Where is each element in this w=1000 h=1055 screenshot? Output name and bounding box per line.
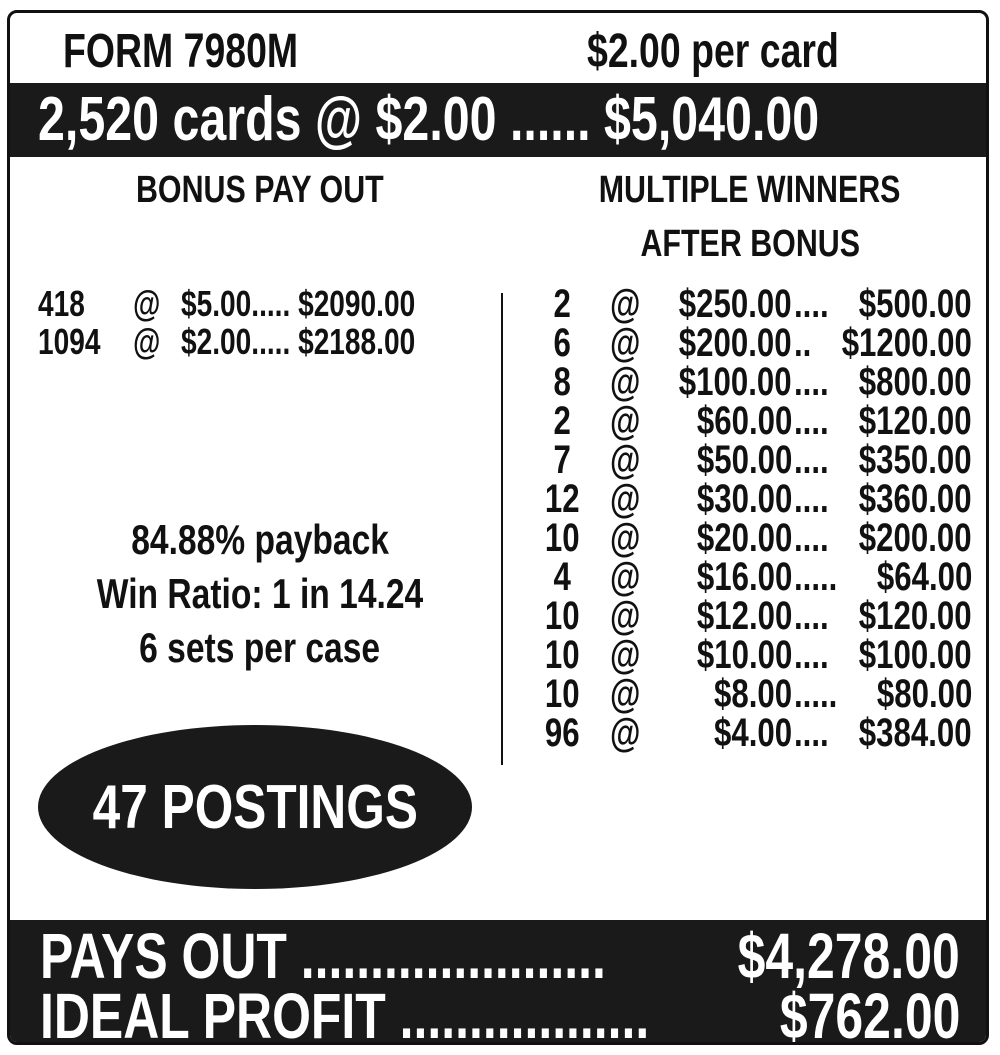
leader-dots: .... [794, 438, 829, 482]
prize-amount: $12.00 [696, 594, 792, 638]
prize-amount: $50.00 [696, 438, 792, 482]
totals-band [10, 920, 986, 1045]
prize-amount: $100.00 [679, 360, 792, 404]
winner-count: 2 [553, 282, 571, 326]
winner-row [532, 633, 972, 677]
row-total: $360.00 [859, 477, 972, 521]
stats-block [30, 513, 490, 675]
winner-count: 2 [553, 399, 571, 443]
at-sign: @ [610, 477, 641, 521]
winner-count: 6 [553, 321, 571, 365]
row-total: $1200.00 [841, 321, 972, 365]
prize-amount: $16.00 [696, 555, 792, 599]
winner-row [532, 516, 972, 560]
multiple-winners-list [532, 282, 972, 755]
column-divider [501, 293, 503, 765]
winner-count: 7 [553, 438, 571, 482]
winner-count: 10 [544, 516, 580, 560]
winner-count: 10 [544, 672, 580, 716]
at-sign: @ [610, 711, 641, 755]
leader-dots: .... [794, 399, 829, 443]
bonus-heading: BONUS PAY OUT [136, 169, 384, 211]
winner-count: 12 [544, 477, 580, 521]
winner-row [532, 555, 972, 599]
winner-row [532, 360, 972, 404]
row-total: $80.00 [876, 672, 972, 716]
sets-text: 6 sets per case [139, 624, 381, 671]
leader-dots: .... [794, 594, 829, 638]
price-per-card: $2.00 per card [587, 25, 839, 78]
prize-amount: $8.00 [713, 672, 792, 716]
row-total: $350.00 [859, 438, 972, 482]
leader-dots: .... [794, 711, 829, 755]
at-sign: @ [610, 516, 641, 560]
row-total: $120.00 [859, 594, 972, 638]
prize-amount: $20.00 [696, 516, 792, 560]
winner-row [532, 594, 972, 638]
at-sign: @ [610, 282, 641, 326]
payback-text: 84.88% payback [131, 516, 389, 563]
at-sign: @ [610, 360, 641, 404]
win-ratio-text: Win Ratio: 1 in 14.24 [96, 570, 424, 617]
winner-count: 96 [544, 711, 580, 755]
at-sign: @ [610, 555, 641, 599]
winner-row [532, 438, 972, 482]
row-total: $64.00 [876, 555, 972, 599]
row-total: $500.00 [859, 282, 972, 326]
summary-text: 2,520 cards @ $2.00 ...... $5,040.00 [38, 85, 820, 154]
winner-row [532, 282, 972, 326]
leader-dots: .... [794, 633, 829, 677]
winner-count: 8 [553, 360, 571, 404]
row-total: $100.00 [859, 633, 972, 677]
at-sign: @ [610, 399, 641, 443]
winner-count: 10 [544, 594, 580, 638]
leader-dots: .... [794, 282, 829, 326]
at-sign: @ [610, 672, 641, 716]
leader-dots: ..... [794, 672, 838, 716]
row-total: $384.00 [859, 711, 972, 755]
at-sign: @ [610, 594, 641, 638]
row-total: $200.00 [859, 516, 972, 560]
winner-row [532, 672, 972, 716]
leader-dots: .... [794, 516, 829, 560]
at-sign: @ [610, 438, 641, 482]
leader-dots: .... [794, 360, 829, 404]
prize-amount: $4.00 [713, 711, 792, 755]
summary-band [10, 83, 986, 157]
postings-badge: 47 POSTINGS [38, 725, 472, 889]
winner-count: 4 [553, 555, 571, 599]
winner-row [532, 711, 972, 755]
form-title: FORM 7980M [63, 25, 299, 78]
ideal-profit-line: IDEAL PROFIT .................. $762.00 [40, 980, 960, 1045]
winner-count: 10 [544, 633, 580, 677]
prize-amount: $10.00 [696, 633, 792, 677]
leader-dots: ..... [794, 555, 838, 599]
at-sign: @ [610, 633, 641, 677]
ideal-profit-value: $762.00 [779, 980, 960, 1045]
leader-dots: .... [794, 477, 829, 521]
payout-card: FORM 7980M $2.00 per card 2,520 cards @ $2.00 ...... $5,040.00 BONUS PAY OUT MULTIPLE WINNERS AFTER BONUS 418 @ $5.00..... $2090.00 1094 @ $2.00..... $2188.00 2 @ $250.00 .... $500.00 6 @ $200.00 .. $1200.00 8 @ $100.00 .... $800.00 2 @ $60.00 .... $120.00 7 @ $50.00 .... $350.00 12 @ $30.00 .... $360.00 10 @ $20.00 .... $200.00 4 @ $16.00 ..... $64.00 10 @ $12.00 .... $120.00 10 @ $10.00 .... $100.00 10 @ $8.00 ..... $80.00 96 @ $4.00 .... $384.00 84.88% payback Win Ratio: 1 in 14.24 6 sets per case 47 POSTINGS PAYS OUT ...................... $4,278.00 IDEAL PROFIT .................. $762.00 [7, 10, 989, 1045]
prize-amount: $250.00 [679, 282, 792, 326]
at-sign: @ [610, 321, 641, 365]
prize-amount: $200.00 [679, 321, 792, 365]
multiple-winners-heading: MULTIPLE WINNERS AFTER BONUS [599, 169, 901, 265]
winner-row [532, 477, 972, 521]
leader-dots: .. [794, 321, 812, 365]
pays-out-line: PAYS OUT ...................... $4,278.00 [40, 920, 960, 992]
prize-amount: $60.00 [696, 399, 792, 443]
pays-out-value: $4,278.00 [737, 920, 960, 992]
row-total: $120.00 [859, 399, 972, 443]
row-total: $800.00 [859, 360, 972, 404]
winner-row [532, 399, 972, 443]
prize-amount: $30.00 [696, 477, 792, 521]
winner-row [532, 321, 972, 365]
